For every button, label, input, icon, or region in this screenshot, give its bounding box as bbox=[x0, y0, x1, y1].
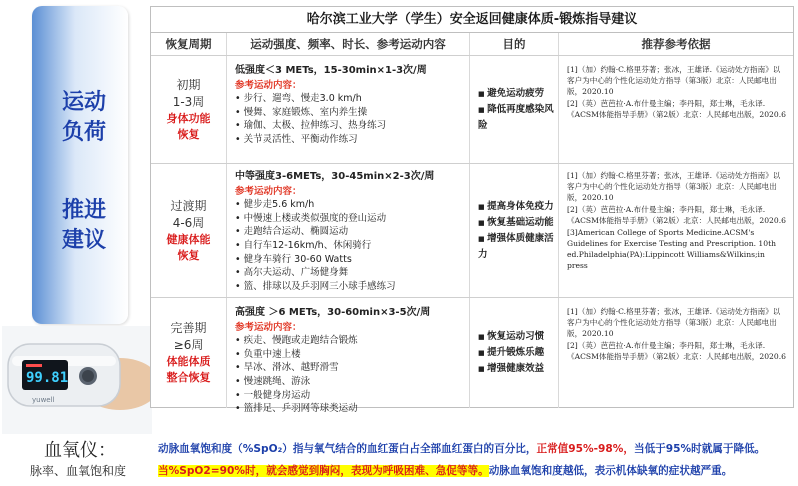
period-tag: 恢复 bbox=[177, 127, 200, 141]
period-tag: 健康体能 bbox=[166, 232, 211, 246]
period-tag: 体能体质 bbox=[166, 355, 211, 368]
reference-item: [1]（加）约翰·C.格里芬著；张冰，王雄译.《运动处方指南》以客户为中心的个性化运动处方指导（第3版）北京：人民邮电出版，2020.10 bbox=[567, 307, 781, 338]
period-tag: 恢复 bbox=[177, 248, 200, 262]
side-label-line2: 负荷 bbox=[61, 120, 106, 145]
side-tab bbox=[32, 6, 128, 324]
reference-item: [2]（英）芭芭拉·A.布什曼主编；李丹阳，郑士琳，毛永译.《ACSM体能指导手册》（第2版）北京：人民邮电出版，2020.6 bbox=[567, 341, 786, 361]
list-item: • 关节灵活性、平衡动作练习 bbox=[235, 133, 463, 147]
table-row bbox=[151, 298, 793, 415]
header-purpose: 目的 bbox=[470, 33, 559, 55]
spo2-description bbox=[158, 438, 798, 482]
period-cell bbox=[151, 164, 227, 297]
table-header-row bbox=[151, 33, 793, 56]
intensity-line: 高强度 ＞6 METs，30-60min×3-5次/周 bbox=[235, 307, 431, 318]
list-item: • 旱冰、滑冰、越野滑雪 bbox=[235, 361, 463, 375]
purpose-item: ■ 提升锻炼乐趣 bbox=[478, 345, 558, 361]
header-content: 运动强度、频率、时长、参考运动内容 bbox=[227, 33, 470, 55]
side-label-line3: 推进 bbox=[61, 198, 106, 223]
desc-definition: 动脉血氧饱和度（%SpO₂）指与氧气结合的血红蛋白占全部血红蛋白的百分比， bbox=[158, 443, 537, 455]
desc-warning: 当%SpO2=90%时，就会感觉到胸闷，表现为呼吸困难、急促等等。 bbox=[158, 465, 489, 477]
reference-item: [2]（英）芭芭拉·A.布什曼主编；李丹阳，郑士琳，毛永译.《ACSM体能指导手册》（第2版）北京：人民邮电出版，2020.6 bbox=[567, 205, 786, 225]
period-name: 初期 bbox=[176, 77, 201, 92]
intensity-line: 低强度＜3 METs，15-30min×1-3次/周 bbox=[235, 65, 427, 76]
list-item: • 高尔夫运动、广场健身舞 bbox=[235, 266, 463, 280]
table-row bbox=[151, 164, 793, 298]
list-item: • 中慢速上楼或类似强度的登山运动 bbox=[235, 212, 463, 226]
list-item: • 篮排足、乒羽网等球类运动 bbox=[235, 402, 463, 416]
period-weeks: ≥6周 bbox=[173, 338, 204, 352]
oximeter-subcaption: 脉率、血氧饱和度 bbox=[30, 464, 127, 478]
list-item: • 自行车12-16km/h、休闲骑行 bbox=[235, 239, 463, 253]
oximeter-brand: yuwell bbox=[32, 396, 55, 404]
purpose-item: ■ 恢复运动习惯 bbox=[478, 329, 558, 345]
period-weeks: 1-3周 bbox=[172, 94, 205, 109]
period-weeks: 4-6周 bbox=[172, 215, 205, 230]
table-row bbox=[151, 56, 793, 164]
desc-low-threshold: 当低于95%时就属于降低。 bbox=[633, 443, 766, 455]
oximeter-caption: 血氧仪： bbox=[44, 440, 116, 461]
period-cell bbox=[151, 56, 227, 163]
list-item: • 篮、排球以及乒羽网三小球手感练习 bbox=[235, 280, 463, 294]
content-subtitle: 参考运动内容： bbox=[235, 185, 302, 197]
period-name: 完善期 bbox=[170, 321, 207, 335]
intensity-line: 中等强度3-6METs，30-45min×2-3次/周 bbox=[235, 171, 435, 182]
list-item: • 疾走、慢跑或走跑结合锻炼 bbox=[235, 334, 463, 348]
reference-cell bbox=[559, 298, 793, 408]
purpose-item: ■ 恢复基础运动能 bbox=[478, 215, 558, 231]
reference-cell bbox=[559, 56, 793, 163]
header-period: 恢复周期 bbox=[151, 33, 227, 55]
purpose-item: ■ 提高身体免疫力 bbox=[478, 199, 558, 215]
period-tag: 整合恢复 bbox=[166, 371, 211, 384]
list-item: • 走跑结合运动、椭圆运动 bbox=[235, 225, 463, 239]
list-item: • 负重中速上楼 bbox=[235, 348, 463, 362]
oximeter-reading: 99.81 bbox=[26, 370, 69, 386]
list-item: • 瑜伽、太极、拉伸练习、热身练习 bbox=[235, 119, 463, 133]
desc-severity: 动脉血氧饱和度越低，表示机体缺氧的症状越严重。 bbox=[488, 465, 733, 477]
side-label-line1: 运动 bbox=[61, 90, 106, 115]
reference-item: [3]American College of Sports Medicine.ACSM's Guidelines for Exercise Testing and Prescription. 10th ed.Philadelphia(PA):Lippincott Williams&Wilkins;in press bbox=[567, 228, 777, 270]
period-cell bbox=[151, 298, 227, 408]
reference-item: [1]（加）约翰·C.格里芬著；张冰，王雄译.《运动处方指南》以客户为中心的个性化运动处方指导（第3版）北京：人民邮电出版，2020.10 bbox=[567, 171, 781, 202]
period-tag: 身体功能 bbox=[166, 111, 211, 125]
content-cell bbox=[227, 298, 470, 415]
side-label-line4: 建议 bbox=[61, 228, 106, 253]
pulse-oximeter-image bbox=[2, 326, 152, 434]
reference-item: [1]（加）约翰·C.格里芬著；张冰，王雄译.《运动处方指南》以客户为中心的个性化运动处方指导（第3版）北京：人民邮电出版，2020.10 bbox=[567, 65, 781, 96]
purpose-item: ■ 降低再度感染风险 bbox=[478, 102, 558, 133]
purpose-cell bbox=[470, 164, 559, 297]
purpose-item: ■ 增强体质健康活力 bbox=[478, 231, 558, 262]
content-cell bbox=[227, 56, 470, 163]
content-subtitle: 参考运动内容： bbox=[235, 79, 302, 91]
list-item: • 慢速跳绳、游泳 bbox=[235, 375, 463, 389]
purpose-item: ■ 避免运动疲劳 bbox=[478, 86, 558, 102]
list-item: • 健身车骑行 30-60 Watts bbox=[235, 253, 463, 267]
period-name: 过渡期 bbox=[170, 198, 207, 213]
list-item: • 一般健身房运动 bbox=[235, 389, 463, 403]
list-item: • 步行、遛弯、慢走3.0 km/h bbox=[235, 92, 463, 106]
list-item: • 慢舞、家庭锻炼、室内养生操 bbox=[235, 106, 463, 120]
purpose-cell bbox=[470, 56, 559, 163]
content-subtitle: 参考运动内容： bbox=[235, 321, 302, 333]
list-item: • 健步走5.6 km/h bbox=[235, 198, 463, 212]
guidance-table bbox=[150, 6, 794, 415]
reference-item: [2]（英）芭芭拉·A.布什曼主编；李丹阳，郑士琳，毛永译.《ACSM体能指导手册》（第2版）北京：人民邮电出版，2020.6 bbox=[567, 99, 786, 119]
content-cell bbox=[227, 164, 470, 297]
reference-cell bbox=[559, 164, 793, 297]
purpose-item: ■ 增强健康效益 bbox=[478, 361, 558, 377]
header-references: 推荐参考依据 bbox=[641, 37, 711, 51]
desc-normal-range: 正常值95%-98%， bbox=[536, 443, 634, 455]
table-title: 哈尔滨工业大学（学生）安全返回健康体质-锻炼指导建议 bbox=[151, 7, 793, 33]
purpose-cell bbox=[470, 298, 559, 408]
